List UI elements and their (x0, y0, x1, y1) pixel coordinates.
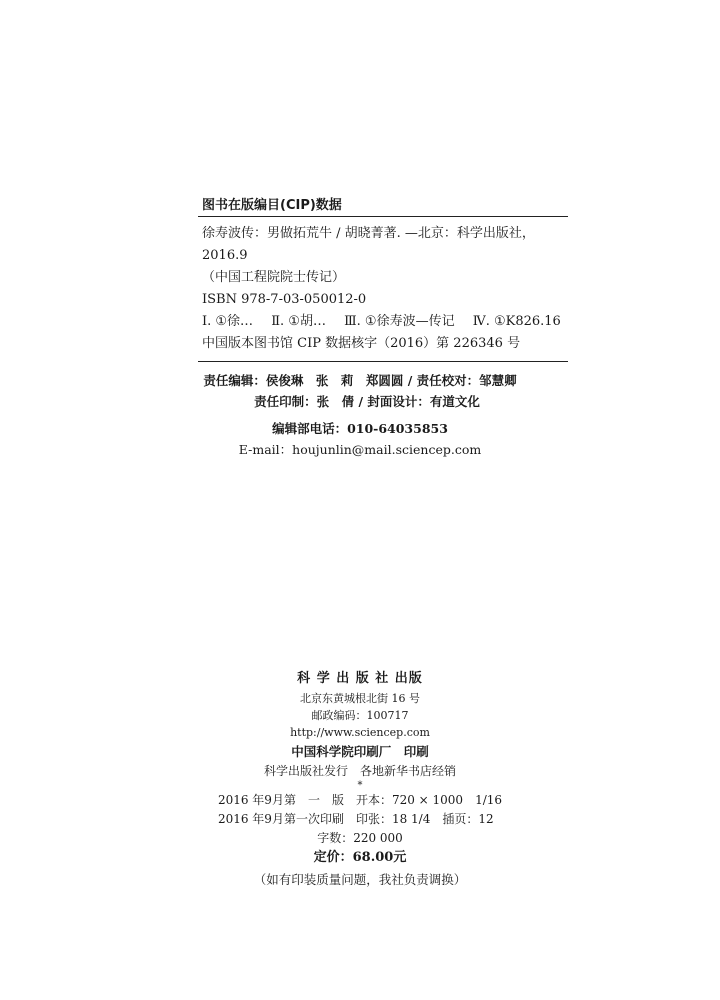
credits-phone: 编辑部电话：010-64035853 (272, 421, 448, 436)
cip-series-line: （中国工程院院士传记） (202, 270, 346, 285)
cip-class-1: Ⅰ. ①徐… (202, 314, 254, 329)
colophon-quality-note: （如有印装质量问题，我社负责调换） (253, 872, 467, 887)
credits-email: E-mail：houjunlin@mail.sciencep.com (238, 442, 482, 457)
credits-editors: 责任编辑：侯俊琳 张 莉 郑圆圆 / 责任校对：邹慧卿 (203, 373, 517, 388)
colophon-edition-block (218, 791, 502, 829)
cip-data-number: 中国版本图书馆 CIP 数据核字（2016）第 226346 号 (202, 336, 521, 351)
colophon-price: 定价：68.00元 (313, 850, 407, 865)
cip-classification (202, 311, 568, 333)
cip-date-line: 2016.9 (202, 248, 248, 263)
cip-isbn: ISBN 978-7-03-050012-0 (202, 292, 367, 307)
colophon-word-count: 字数：220 000 (317, 831, 403, 845)
colophon-publisher: 科 学 出 版 社 出版 (297, 671, 423, 686)
cip-block (198, 196, 568, 362)
cip-title: 图书在版编目(CIP)数据 (202, 198, 342, 213)
cip-bottom-rule (198, 361, 568, 362)
cip-class-2: Ⅱ. ①胡… (271, 314, 326, 329)
cip-bibliographic-line: 徐寿波传：男做拓荒牛 / 胡晓菁著. —北京：科学出版社， (202, 226, 535, 241)
colophon-separator-star: * (357, 780, 363, 791)
cip-class-4: Ⅳ. ①K826.16 (472, 314, 561, 329)
colophon-url: http://www.sciencep.com (290, 726, 430, 739)
colophon-distributor: 科学出版社发行 各地新华书店经销 (263, 764, 456, 778)
colophon (0, 668, 720, 892)
cip-class-3: Ⅲ. ①徐寿波—传记 (344, 314, 455, 329)
colophon-printing: 2016 年9月第一次印刷 印张：18 1/4 插页：12 (217, 812, 494, 826)
colophon-printer: 中国科学院印刷厂 印刷 (291, 744, 429, 759)
cip-body (198, 217, 568, 361)
credits-print-design: 责任印制：张 倩 / 封面设计：有道文化 (254, 394, 480, 409)
editorial-credits (0, 370, 720, 460)
colophon-address: 北京东黄城根北街 16 号 (300, 692, 420, 705)
colophon-edition: 2016 年9月第 一 版 开本：720 × 1000 1/16 (217, 793, 503, 807)
colophon-postcode: 邮政编码：100717 (311, 709, 409, 722)
